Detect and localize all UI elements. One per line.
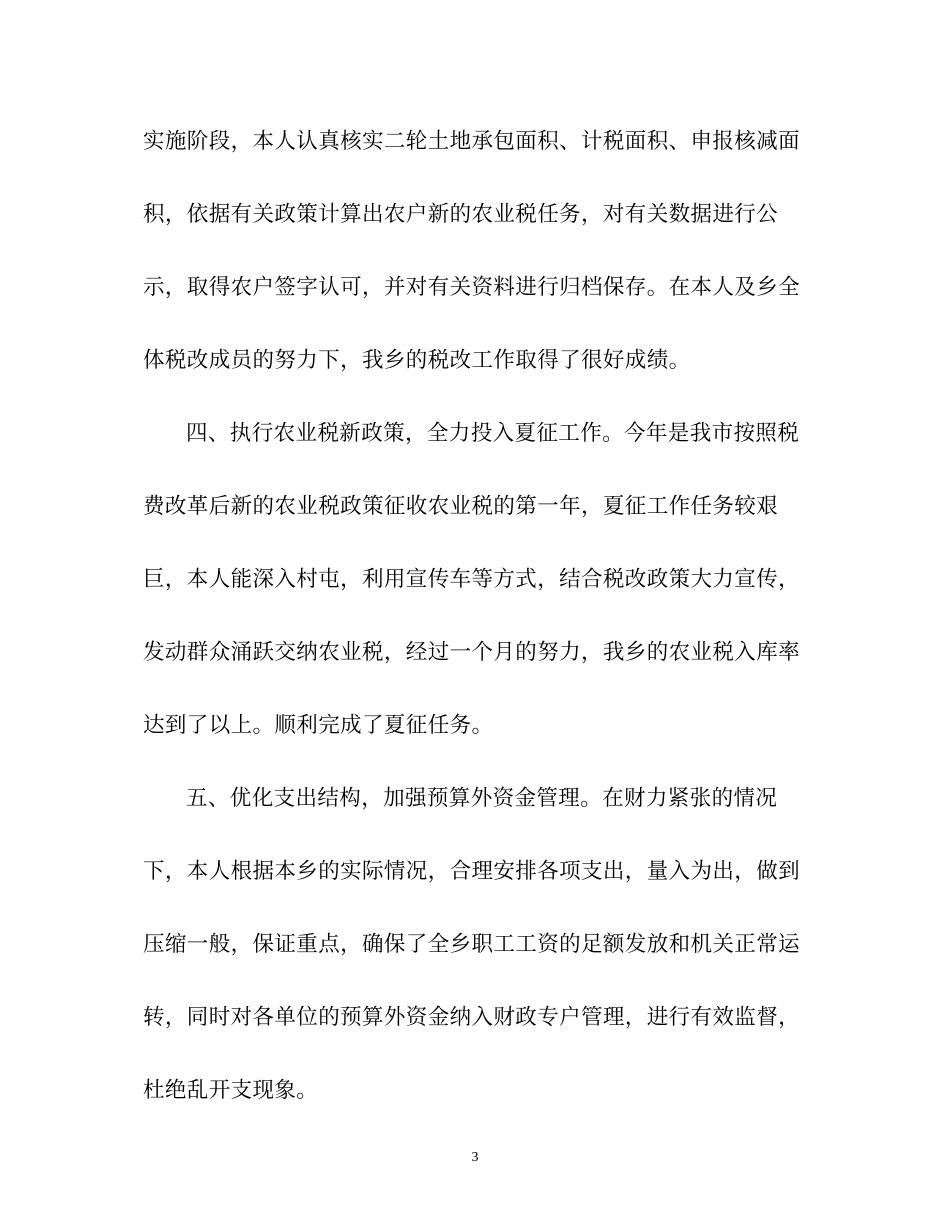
paragraph-start-line: 五、优化支出结构，加强预算外资金管理。在财力紧张的情况 [186, 786, 778, 811]
text-line: 实施阶段，本人认真核实二轮土地承包面积、计税面积、申报核减面 [143, 129, 801, 154]
text-line: 转，同时对各单位的预算外资金纳入财政专户管理，进行有效监督， [143, 1005, 801, 1030]
text-line: 发动群众涌跃交纳农业税，经过一个月的努力，我乡的农业税入库率 [143, 640, 801, 665]
text-line: 费改革后新的农业税政策征收农业税的第一年，夏征工作任务较艰 [143, 494, 779, 519]
text-line: 积，依据有关政策计算出农户新的农业税任务，对有关数据进行公 [143, 202, 779, 227]
paragraph-start-line: 四、执行农业税新政策，全力投入夏征工作。今年是我市按照税 [186, 421, 800, 446]
text-line: 示，取得农户签字认可，并对有关资料进行归档保存。在本人及乡全 [143, 275, 801, 300]
page-number: 3 [471, 1150, 479, 1165]
text-line: 下，本人根据本乡的实际情况，合理安排各项支出，量入为出，做到 [143, 859, 801, 884]
text-line: 巨，本人能深入村屯，利用宣传车等方式，结合税改政策大力宣传， [143, 567, 801, 592]
text-line: 压缩一般，保证重点，确保了全乡职工工资的足额发放和机关正常运 [143, 932, 801, 957]
text-line: 杜绝乱开支现象。 [143, 1078, 319, 1103]
text-line: 达到了以上。顺利完成了夏征任务。 [143, 713, 494, 738]
text-line: 体税改成员的努力下，我乡的税改工作取得了很好成绩。 [143, 348, 691, 373]
